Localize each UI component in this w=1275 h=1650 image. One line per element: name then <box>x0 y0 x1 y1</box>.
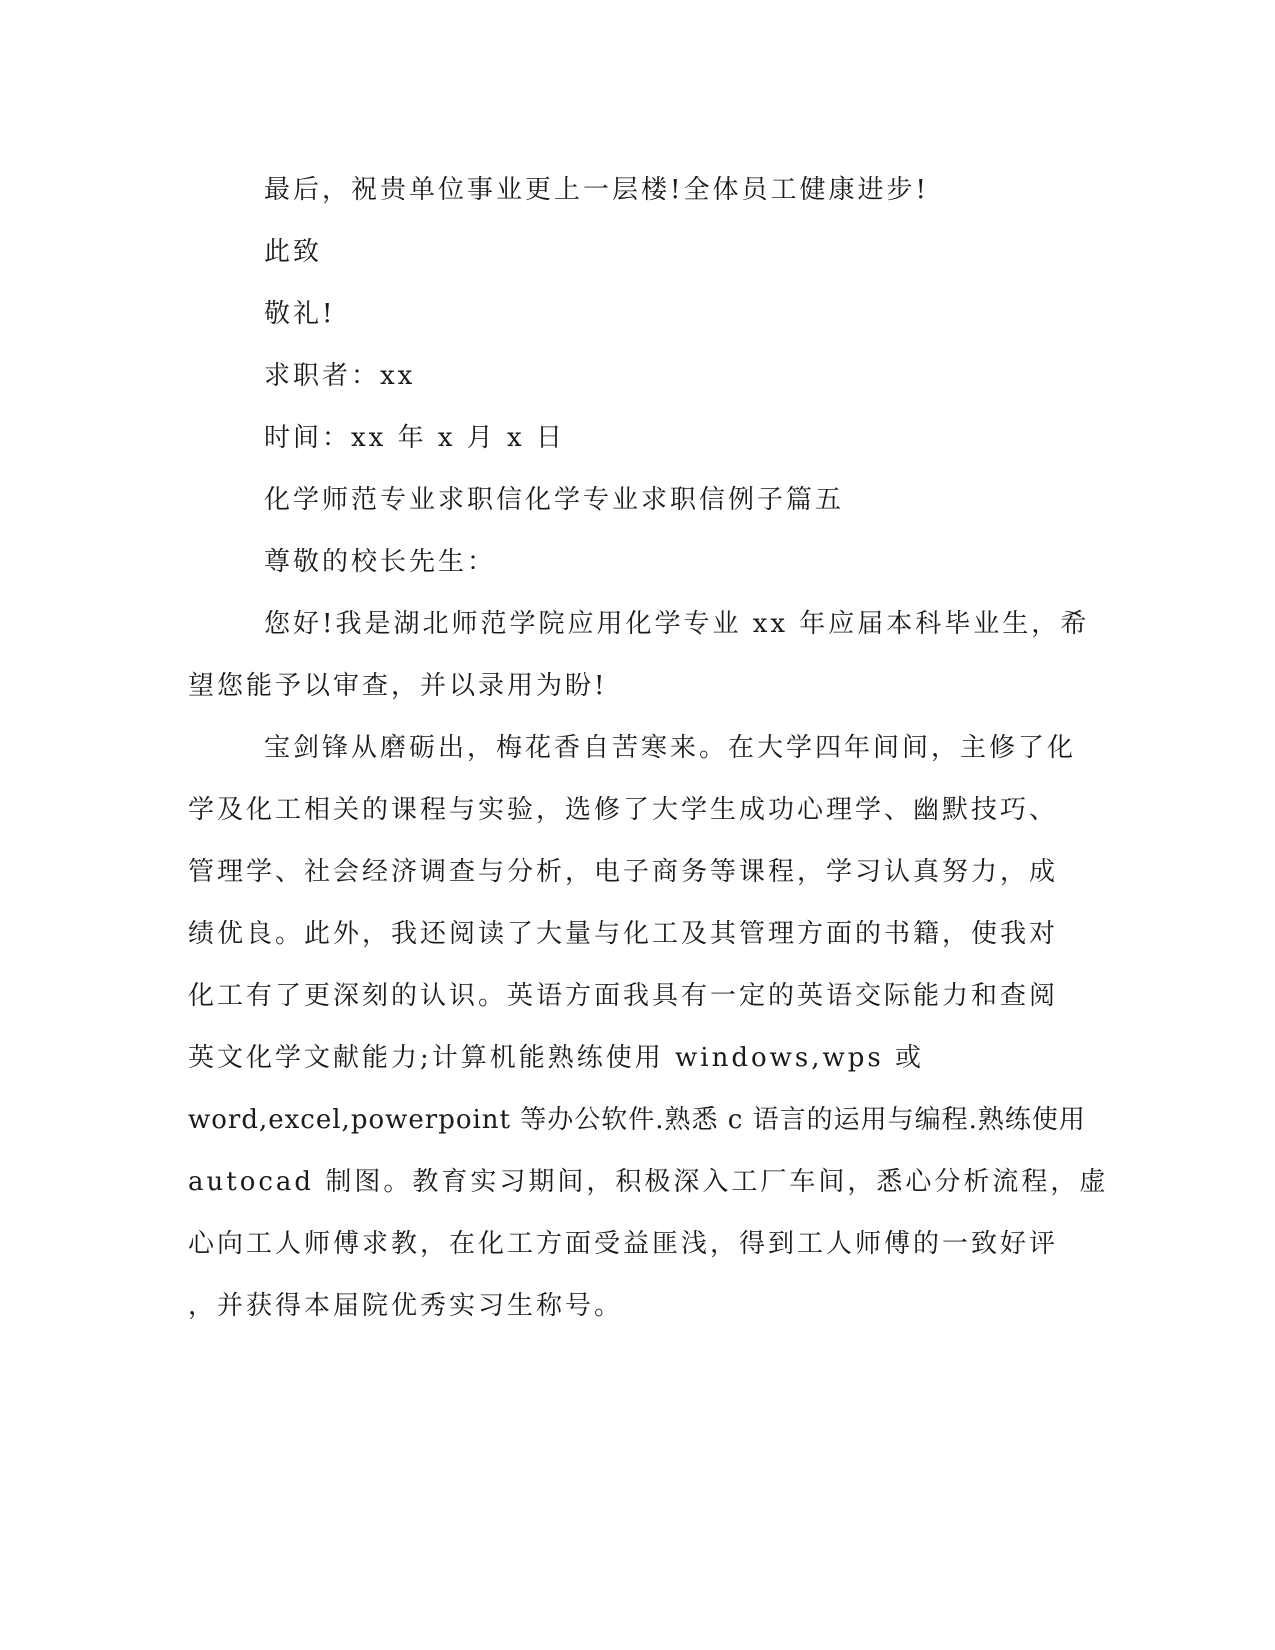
paragraph-2-line-2: 学及化工相关的课程与实验，选修了大学生成功心理学、幽默技巧、 <box>188 795 1059 825</box>
greeting-line: 尊敬的校长先生： <box>264 547 497 577</box>
paragraph-1-line-1: 您好!我是湖北师范学院应用化学专业 xx 年应届本科毕业生，希 <box>264 609 1090 639</box>
paragraph-2-line-4: 绩优良。此外，我还阅读了大量与化工及其管理方面的书籍，使我对 <box>188 919 1059 949</box>
paragraph-2-line-8: autocad 制图。教育实习期间，积极深入工厂车间，悉心分析流程，虚 <box>188 1167 1109 1197</box>
closing-wish-line: 最后，祝贵单位事业更上一层楼!全体员工健康进步! <box>264 175 929 205</box>
paragraph-2-line-3: 管理学、社会经济调查与分析，电子商务等课程，学习认真努力，成 <box>188 857 1059 887</box>
salutation-line-2: 敬礼! <box>264 299 336 329</box>
paragraph-2-line-1: 宝剑锋从磨砺出，梅花香自苦寒来。在大学四年间间，主修了化 <box>264 733 1077 763</box>
section-title: 化学师范专业求职信化学专业求职信例子篇五 <box>264 485 845 515</box>
paragraph-2-line-9: 心向工人师傅求教，在化工方面受益匪浅，得到工人师傅的一致好评 <box>188 1229 1059 1259</box>
paragraph-1-line-2: 望您能予以审查，并以录用为盼! <box>188 671 608 701</box>
date-line: 时间：xx 年 x 月 x 日 <box>264 423 565 453</box>
paragraph-2-line-5: 化工有了更深刻的认识。英语方面我具有一定的英语交际能力和查阅 <box>188 981 1059 1011</box>
paragraph-2-line-10: ，并获得本届院优秀实习生称号。 <box>188 1291 624 1321</box>
paragraph-2-line-7: word,excel,powerpoint 等办公软件.熟悉 c 语言的运用与编程.熟练使用 <box>188 1105 1086 1135</box>
salutation-line-1: 此致 <box>264 237 323 267</box>
applicant-line: 求职者：xx <box>264 361 416 391</box>
paragraph-2-line-6: 英文化学文献能力;计算机能熟练使用 windows,wps 或 <box>188 1043 925 1073</box>
